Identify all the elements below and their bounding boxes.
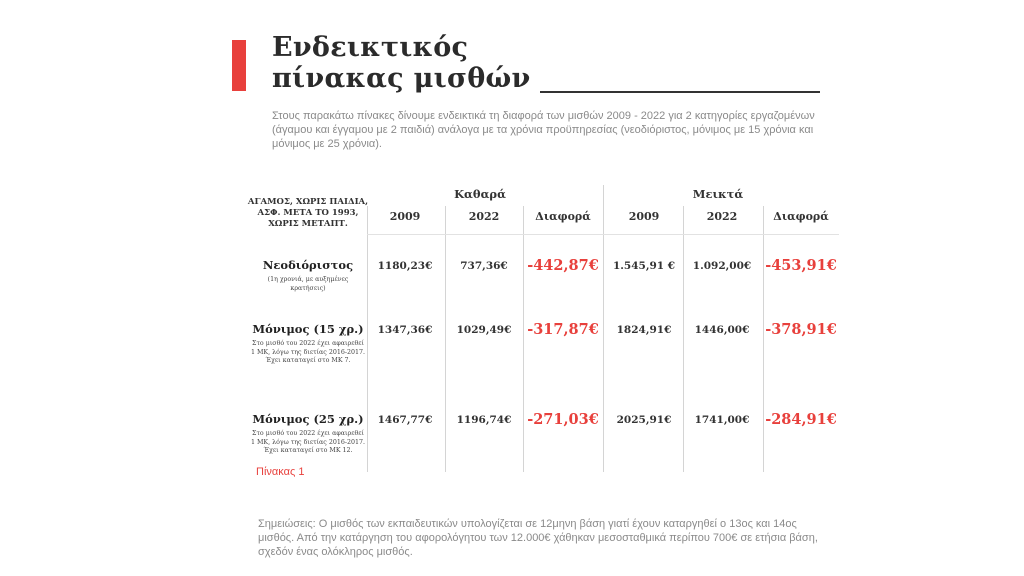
column-header: Διαφορά <box>773 210 829 223</box>
notes-paragraph: Σημειώσεις: Ο μισθός των εκπαιδευτικών υπολογίζεται σε 12μηνη βάση γιατί έχουν καταργηθεί ο 13ος και 14ος μισθός. Από την κατάργηση του αφορολόγητου των 12.000€ χάθηκαν μεσοσταθμικά περίπου 700€ σε ετήσια βάση, σχεδόν ένας ολόκληρος μισθός. <box>258 518 818 558</box>
page-title-line2: πίνακας μισθών <box>272 63 531 94</box>
title-accent-bar <box>232 40 246 91</box>
row-note-line: 1 ΜΚ, λόγω της διετίας 2016-2017. <box>250 438 366 446</box>
difference-value: -284,91€ <box>765 411 837 428</box>
difference-value: -378,91€ <box>765 321 837 338</box>
group-header-net: Καθαρά <box>454 187 506 201</box>
intro-paragraph: Στους παρακάτω πίνακες δίνουμε ενδεικτικά τη διαφορά των μισθών 2009 - 2022 για 2 κατηγορίες εργαζομένων (άγαμου και έγγαμου με 2 παιδιά) ανάλογα με τα χρόνια προϋπηρεσίας (νεοδιόριστος, μόνιμος με 15 χρόνια και μόνιμος με 25 χρόνια). <box>272 110 815 150</box>
salary-value: 1446,00€ <box>694 324 750 336</box>
column-header: 2022 <box>468 210 500 223</box>
difference-value: -271,03€ <box>527 411 599 428</box>
row-note-line: Έχει καταταγεί στο ΜΚ 12. <box>263 447 353 454</box>
page-title <box>272 32 531 94</box>
category-header-line: ΑΓΑΜΟΣ, ΧΩΡΙΣ ΠΑΙΔΙΑ, <box>247 197 369 207</box>
page-title-line1: Ενδεικτικός <box>272 32 469 63</box>
salary-value: 1.545,91 € <box>612 260 676 272</box>
salary-value: 1180,23€ <box>377 260 433 272</box>
column-header: 2022 <box>706 210 738 223</box>
salary-value: 1741,00€ <box>694 414 750 426</box>
row-label: Μόνιμος (15 χρ.) <box>252 322 364 336</box>
title-underline <box>540 91 820 93</box>
row-note-line: (1η χρονιά, με αυξημένες <box>267 276 349 283</box>
column-divider <box>763 206 764 472</box>
salary-value: 1196,74€ <box>456 414 512 426</box>
row-label: Μόνιμος (25 χρ.) <box>252 412 364 426</box>
column-header: 2009 <box>628 210 660 223</box>
difference-value: -317,87€ <box>527 321 599 338</box>
column-header: 2009 <box>389 210 421 223</box>
salary-value: 1029,49€ <box>456 324 512 336</box>
difference-value: -453,91€ <box>765 257 837 274</box>
row-note-line: Στο μισθό του 2022 έχει αφαιρεθεί <box>252 430 364 437</box>
header-divider <box>367 234 839 235</box>
row-note-line: Στο μισθό του 2022 έχει αφαιρεθεί <box>252 340 364 347</box>
row-note-line: Έχει καταταγεί στο ΜΚ 7. <box>265 357 351 364</box>
salary-value: 737,36€ <box>460 260 508 272</box>
salary-value: 1347,36€ <box>377 324 433 336</box>
row-note-line: 1 ΜΚ, λόγω της διετίας 2016-2017. <box>250 348 366 356</box>
salary-value: 2025,91€ <box>616 414 672 426</box>
salary-value: 1824,91€ <box>616 324 672 336</box>
salary-value: 1467,77€ <box>377 414 433 426</box>
column-divider <box>683 206 684 472</box>
table-caption: Πίνακας 1 <box>256 466 305 478</box>
difference-value: -442,87€ <box>527 257 599 274</box>
category-header-line: ΧΩΡΙΣ ΜΕΤΑΠΤ. <box>268 219 348 229</box>
column-divider <box>523 206 524 472</box>
group-header-gross: Μεικτά <box>692 187 744 201</box>
column-header: Διαφορά <box>535 210 591 223</box>
row-label: Νεοδιόριστος <box>262 258 354 272</box>
column-divider <box>445 206 446 472</box>
salary-value: 1.092,00€ <box>692 260 752 272</box>
category-header-line: ΑΣΦ. ΜΕΤΑ ΤΟ 1993, <box>257 208 359 218</box>
row-note-line: κρατήσεις) <box>290 284 326 292</box>
